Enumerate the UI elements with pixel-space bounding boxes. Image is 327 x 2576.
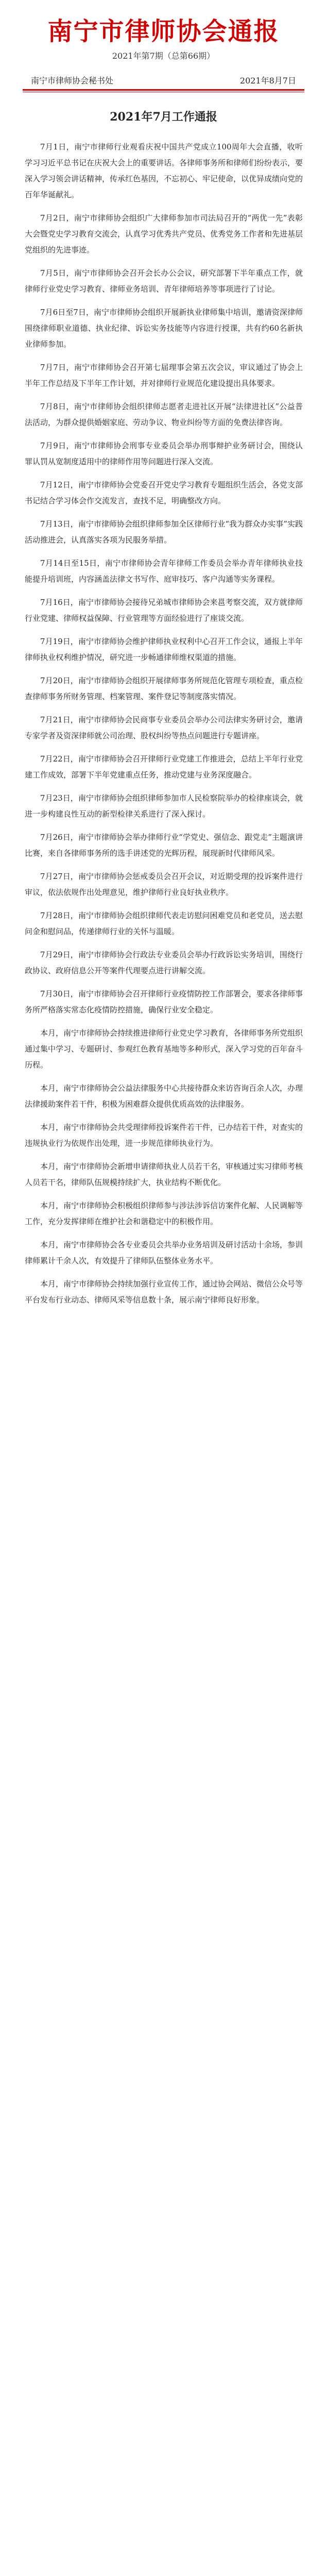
report-paragraph: 7月29日，南宁市律师协会行政法专业委员会举办行政诉讼实务培训，围绕行政协议、政府信息公开等案件代理要点进行讲解交流。 (25, 950, 303, 975)
report-paragraph: 本月，南宁市律师协会各专业委员会共举办业务培训及研讨活动十余场，参训律师累计千余人次，有效提升了律师队伍整体业务水平。 (25, 1240, 303, 1265)
report-paragraph: 7月22日，南宁市律师协会召开律师行业党建工作推进会，总结上半年行业党建工作成效，部署下半年党建重点任务，推动党建与业务深度融合。 (25, 754, 303, 779)
report-paragraph: 本月，南宁市律师协会共受理律师投诉案件若干件，已办结若干件，对查实的违规执业行为依规作出处理，进一步规范律师执业行为。 (25, 1123, 303, 1148)
report-paragraph: 7月30日，南宁市律师协会召开律师行业疫情防控工作部署会，要求各律师事务所严格落实常态化疫情防控措施，确保行业安全稳定。 (25, 989, 303, 1014)
report-paragraph: 7月19日，南宁市律师协会维护律师执业权利中心召开工作会议，通报上半年律师执业权利维护情况，研究进一步畅通律师维权渠道的措施。 (25, 637, 303, 662)
report-paragraph: 本月，南宁市律师协会积极组织律师参与涉法涉诉信访案件化解、人民调解等工作，充分发挥律师在维护社会和谐稳定中的积极作用。 (25, 1201, 303, 1226)
report-paragraph: 本月，南宁市律师协会公益法律服务中心共接待群众来访咨询百余人次，办理法律援助案件若干件，积极为困难群众提供优质高效的法律服务。 (25, 1083, 303, 1109)
report-paragraph: 7月21日，南宁市律师协会民商事专业委员会举办公司法律实务研讨会，邀请专家学者及资深律师就公司治理、股权纠纷等热点问题进行专题讲座。 (25, 715, 303, 740)
report-paragraph: 7月28日，南宁市律师协会组织律师代表走访慰问困难党员和老党员，送去慰问金和慰问品，传递律师行业的关怀与温暖。 (25, 911, 303, 936)
report-paragraph: 7月14日至15日，南宁市律师协会青年律师工作委员会举办青年律师执业技能提升培训班，内容涵盖法律文书写作、庭审技巧、客户沟通等实务课程。 (25, 558, 303, 584)
report-paragraph: 7月23日，南宁市律师协会组织律师参加市人民检察院举办的检律座谈会，就进一步构建良性互动的新型检律关系进行了深入探讨。 (25, 793, 303, 819)
report-paragraph: 7月6日至7日，南宁市律师协会组织开展新执业律师集中培训，邀请资深律师围绕律师职业道德、执业纪律、诉讼实务技能等内容进行授课，共有约60名新执业律师参加。 (25, 308, 303, 349)
report-paragraph: 7月12日，南宁市律师协会党委召开党史学习教育专题组织生活会，各党支部书记结合学习体会作交流发言，查找不足，明确整改方向。 (25, 480, 303, 505)
report-paragraph: 本月，南宁市律师协会新增申请律师执业人员若干名，审核通过实习律师考核人员若干名，律师队伍规模持续扩大，执业结构不断优化。 (25, 1162, 303, 1187)
header-rule-thick (23, 89, 304, 91)
report-paragraph: 7月7日，南宁市律师协会召开第七届理事会第五次会议，审议通过了协会上半年工作总结及下半年工作计划，并对律师行业规范化建设提出具体要求。 (25, 363, 303, 388)
report-paragraph: 7月8日，南宁市律师协会组织律师志愿者走进社区开展“法律进社区”公益普法活动，为群众提供婚姻家庭、劳动争议、物业纠纷等方面的免费法律咨询。 (25, 402, 303, 427)
masthead: 南宁市律师协会通报 (47, 17, 280, 46)
report-paragraph: 7月9日，南宁市律师协会刑事专业委员会举办刑事辩护业务研讨会，围绕认罪认罚从宽制度适用中的律师作用等问题进行深入交流。 (25, 441, 303, 466)
report-paragraph: 本月，南宁市律师协会持续推进律师行业党史学习教育，各律师事务所党组织通过集中学习、专题研讨、参观红色教育基地等多种形式，深入学习党的百年奋斗历程。 (25, 1028, 303, 1070)
report-body (25, 139, 303, 1315)
publisher: 南宁市律师协会秘书处 (31, 76, 114, 86)
issue-number: 2021年第7期（总第66期） (112, 51, 215, 61)
report-paragraph: 7月1日，南宁市律师行业观看庆祝中国共产党成立100周年大会直播，收听学习习近平总书记在庆祝大会上的重要讲话。各律师事务所和律师们纷纷表示，要深入学习领会讲话精神，传承红色基因，不忘初心、牢记使命，以优异成绩向党的百年华诞献礼。 (25, 142, 303, 199)
publish-date: 2021年8月7日 (239, 76, 296, 86)
report-paragraph: 本月，南宁市律师协会持续加强行业宣传工作，通过协会网站、微信公众号等平台发布行业动态、律师风采等信息数十条，展示南宁律师良好形象。 (25, 1279, 303, 1304)
report-paragraph: 7月20日，南宁市律师协会组织开展律师事务所规范化管理专项检查，重点检查律师事务所财务管理、档案管理、案件登记等制度落实情况。 (25, 676, 303, 701)
report-paragraph: 7月2日，南宁市律师协会组织广大律师参加市司法局召开的“两优一先”表彰大会暨党史学习教育交流会，认真学习优秀共产党员、优秀党务工作者和先进基层党组织的先进事迹。 (25, 213, 303, 255)
report-paragraph: 7月13日，南宁市律师协会组织律师参加全区律师行业“我为群众办实事”实践活动推进会，认真落实各项为民服务举措。 (25, 519, 303, 545)
report-paragraph: 7月16日，南宁市律师协会接待兄弟城市律师协会来邕考察交流，双方就律师行业党建、律师权益保障、行业管理等方面经验进行了座谈交流。 (25, 598, 303, 623)
report-paragraph: 7月26日，南宁市律师协会举办律师行业“学党史、强信念、跟党走”主题演讲比赛，来自各律师事务所的选手讲述党的光辉历程，展现新时代律师风采。 (25, 833, 303, 858)
report-title: 2021年7月工作通报 (110, 110, 217, 124)
report-paragraph: 7月5日，南宁市律师协会召开会长办公会议，研究部署下半年重点工作，就律师行业党史学习教育、律师业务培训、青年律师培养等事项进行了讨论。 (25, 268, 303, 294)
report-paragraph: 7月27日，南宁市律师协会惩戒委员会召开会议，对近期受理的投诉案件进行审议，依法依规作出处理意见，维护律师行业良好执业秩序。 (25, 872, 303, 897)
